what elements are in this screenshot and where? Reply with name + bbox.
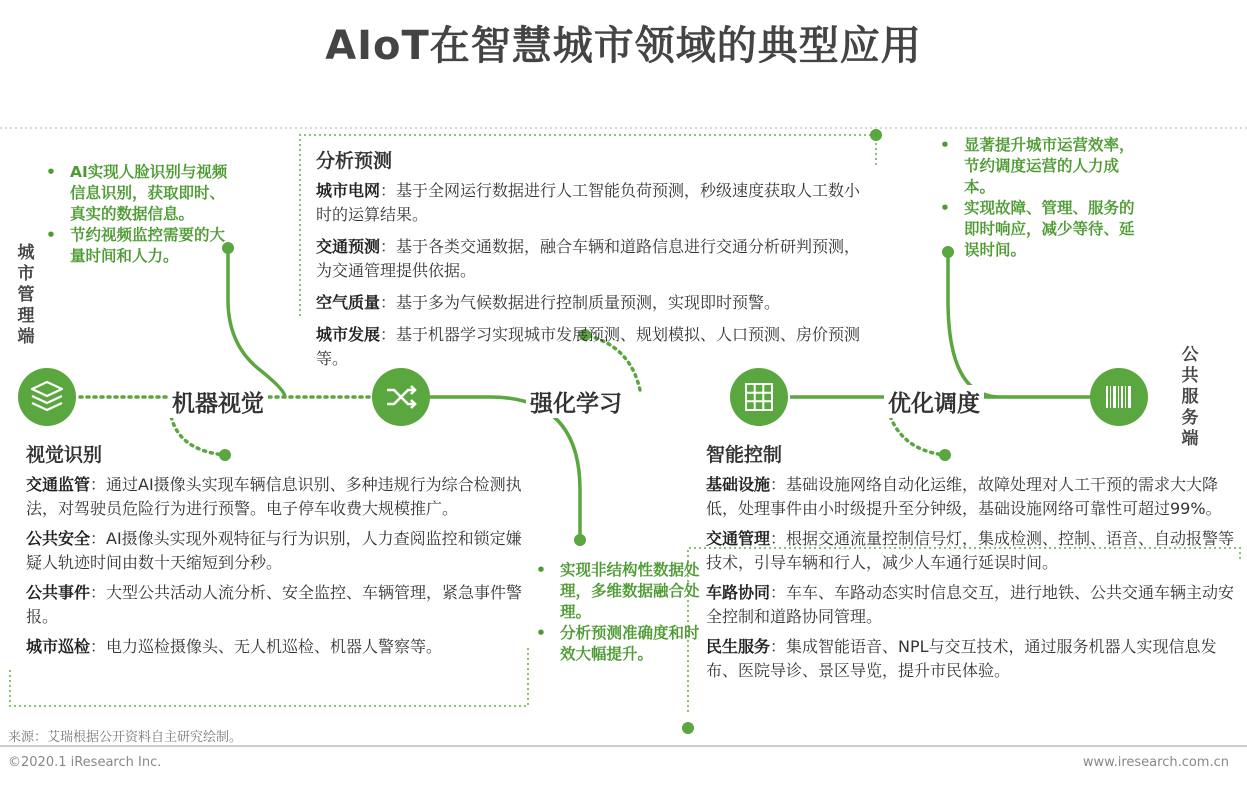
control-item xyxy=(706,635,1236,683)
item-text: ：AI摄像头实现外观特征与行为识别，人力查阅监控和锁定嫌疑人轨迹时间由数十天缩短到分秒。 xyxy=(26,529,522,572)
endpoint-dot xyxy=(870,129,882,141)
vision-item xyxy=(26,473,526,521)
mid-bullets xyxy=(534,560,704,665)
right-end-label: 公共服务端 xyxy=(1181,345,1199,449)
list-item: • 节约视频监控需要的大量时间和人力。 xyxy=(44,225,229,267)
stage-optimization-scheduling: 优化调度 xyxy=(884,385,984,418)
stage-reinforcement-learning: 强化学习 xyxy=(526,385,626,418)
list-item: • 分析预测准确度和时效大幅提升。 xyxy=(534,623,704,665)
item-label: 交通管理 xyxy=(706,529,771,548)
vision-item xyxy=(26,527,526,575)
control-item xyxy=(706,473,1236,521)
item-label: 空气质量 xyxy=(316,293,381,312)
item-label: 公共安全 xyxy=(26,529,91,548)
source-note: 来源：艾瑞根据公开资料自主研究绘制。 xyxy=(8,730,243,745)
vision-section xyxy=(26,440,526,659)
analysis-item xyxy=(316,235,872,283)
control-section xyxy=(706,440,1236,683)
shuffle-icon xyxy=(372,368,430,426)
item-text: ：集成智能语音、NPL与交互技术，通过服务机器人实现信息发布、医院导诊、景区导览，提升市民体验。 xyxy=(706,637,1217,680)
item-text: ：基于机器学习实现城市发展预测、规划模拟、人口预测、房价预测等。 xyxy=(316,325,861,368)
list-item: • 实现故障、管理、服务的即时响应，减少等待、延误时间。 xyxy=(938,198,1148,261)
layers-circle xyxy=(18,368,76,426)
footer-website: www.iresearch.com.cn xyxy=(1082,755,1229,770)
barcode-circle xyxy=(1090,368,1148,426)
item-text: ：基础设施网络自动化运维，故障处理对人工干预的需求大大降低，处理事件由小时级提升至分钟级，基础设施网络可靠性可超过99%。 xyxy=(706,475,1222,518)
left-end-label: 城市管理端 xyxy=(17,243,35,347)
control-heading: 智能控制 xyxy=(706,444,783,466)
analysis-item xyxy=(316,179,872,227)
item-label: 城市电网 xyxy=(316,181,381,200)
left-bullets xyxy=(44,162,229,267)
grid-icon xyxy=(730,368,788,426)
endpoint-dot xyxy=(574,534,586,546)
item-text: ：基于全网运行数据进行人工智能负荷预测，秒级速度获取人工数小时的运算结果。 xyxy=(316,181,861,224)
list-item: • AI实现人脸识别与视频信息识别，获取即时、真实的数据信息。 xyxy=(44,162,229,225)
item-label: 公共事件 xyxy=(26,583,91,602)
endpoint-dot xyxy=(682,722,694,734)
layers-icon xyxy=(18,368,76,426)
item-label: 基础设施 xyxy=(706,475,771,494)
analysis-heading: 分析预测 xyxy=(316,150,393,172)
item-label: 城市巡检 xyxy=(26,637,91,656)
vision-item xyxy=(26,581,526,629)
item-text: ：基于各类交通数据，融合车辆和道路信息进行交通分析研判预测，为交通管理提供依据。 xyxy=(316,237,861,280)
item-text: ：车车、车路动态实时信息交互，进行地铁、公共交通车辆主动安全控制和道路协同管理。 xyxy=(706,583,1235,626)
item-label: 交通监管 xyxy=(26,475,91,494)
vision-heading: 视觉识别 xyxy=(26,444,103,466)
analysis-item xyxy=(316,323,872,371)
item-label: 交通预测 xyxy=(316,237,381,256)
item-label: 民生服务 xyxy=(706,637,771,656)
item-text: ：电力巡检摄像头、无人机巡检、机器人警察等。 xyxy=(90,637,443,656)
control-item xyxy=(706,581,1236,629)
item-text: ：通过AI摄像头实现车辆信息识别、多种违规行为综合检测执法，对驾驶员危险行为进行预警。电子停车收费大规模推广。 xyxy=(26,475,522,518)
item-label: 车路协同 xyxy=(706,583,771,602)
barcode-icon xyxy=(1090,368,1148,426)
vision-item xyxy=(26,635,526,659)
footer-copyright: ©2020.1 iResearch Inc. xyxy=(8,755,162,770)
grid-circle xyxy=(730,368,788,426)
item-text: ：根据交通流量控制信号灯，集成检测、控制、语音、自动报警等技术，引导车辆和行人，减少人车通行延误时间。 xyxy=(706,529,1235,572)
item-label: 城市发展 xyxy=(316,325,381,344)
item-text: ：大型公共活动人流分析、安全监控、车辆管理，紧急事件警报。 xyxy=(26,583,523,626)
shuffle-circle xyxy=(372,368,430,426)
page-title: AIoT在智慧城市领域的典型应用 xyxy=(325,23,922,69)
right-bullets xyxy=(938,135,1148,261)
item-text: ：基于多为气候数据进行控制质量预测，实现即时预警。 xyxy=(380,293,781,312)
analysis-item xyxy=(316,291,872,315)
vision-arc xyxy=(228,248,285,397)
list-item: • 显著提升城市运营效率，节约调度运营的人力成本。 xyxy=(938,135,1148,198)
analysis-section xyxy=(316,146,872,371)
control-item xyxy=(706,527,1236,575)
list-item: • 实现非结构性数据处理，多维数据融合处理。 xyxy=(534,560,704,623)
stage-machine-vision: 机器视觉 xyxy=(168,385,268,418)
